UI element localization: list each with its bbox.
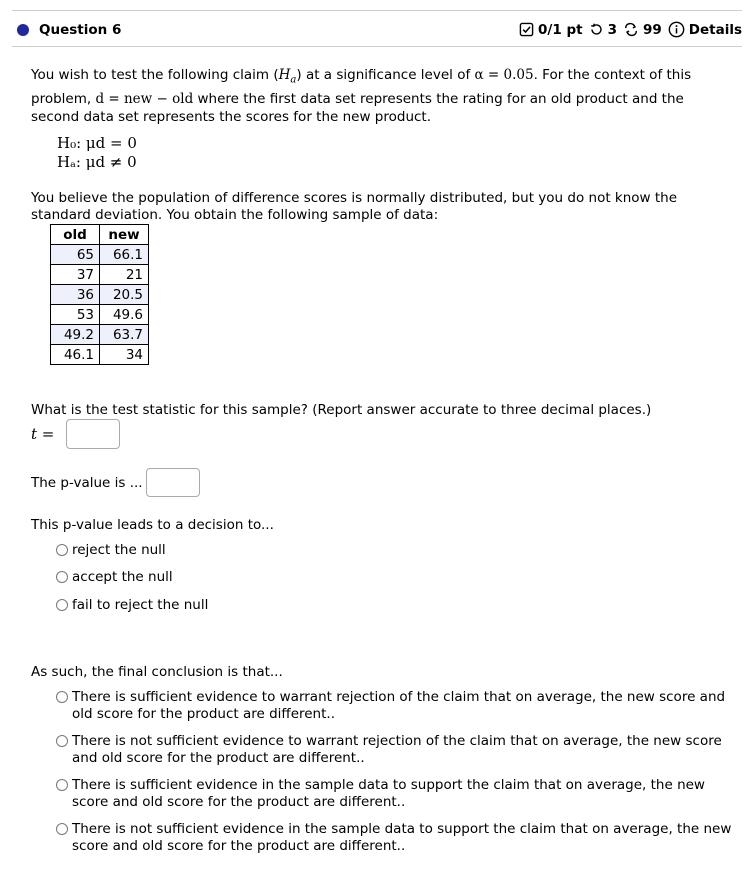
points-label: 0/1 pt [538, 21, 583, 38]
test-statistic-prompt: What is the test statistic for this sample? (Report answer accurate to three decimal places.) [31, 402, 652, 418]
table-cell: 53 [51, 305, 100, 325]
decision-prompt: This p-value leads to a decision to... [31, 517, 274, 533]
table-row [51, 245, 149, 265]
radio-button[interactable] [56, 599, 68, 611]
details-link[interactable]: Details [688, 21, 742, 38]
points-check-icon [519, 22, 534, 37]
table-cell: 65 [51, 245, 100, 265]
table-cell: 21 [100, 265, 149, 285]
table-row [51, 265, 149, 285]
table-cell: 66.1 [100, 245, 149, 265]
table-cell: 36 [51, 285, 100, 305]
column-header-new: new [100, 225, 149, 245]
table-cell: 37 [51, 265, 100, 285]
intro-text-3: . For the context of this problem, [31, 67, 692, 107]
option-label: There is sufficient evidence in the sample data to support the claim that on average, the new score and old score for the product are different.. [72, 777, 705, 810]
submissions-icon [623, 22, 639, 37]
table-cell: 49.6 [100, 305, 149, 325]
intro-paragraph [31, 66, 731, 126]
table-row [51, 285, 149, 305]
retry-icon[interactable] [589, 22, 604, 37]
conclusion-option-1[interactable] [56, 689, 736, 723]
option-label: There is not sufficient evidence in the sample data to support the claim that on average, the new score and old score for the product are different.. [72, 821, 732, 854]
conclusion-prompt: As such, the final conclusion is that... [31, 664, 283, 680]
table-cell: 20.5 [100, 285, 149, 305]
question-title: Question 6 [39, 22, 122, 38]
table-cell: 34 [100, 345, 149, 365]
option-label: fail to reject the null [72, 597, 209, 613]
intro-text-2: ) at a significance level of [296, 67, 475, 83]
t-equals-label: t = [31, 425, 55, 443]
radio-button[interactable] [56, 544, 68, 556]
option-label: There is sufficient evidence to warrant rejection of the claim that on average, the new score and old score for the product are different.. [72, 689, 726, 722]
submissions-count: 99 [642, 21, 662, 38]
difference-definition: d = new − old [95, 90, 194, 107]
attempts-count: 3 [607, 21, 617, 38]
table-cell: 49.2 [51, 325, 100, 345]
radio-button[interactable] [56, 779, 68, 791]
conclusion-option-2[interactable] [56, 733, 736, 767]
question-meta [519, 21, 742, 38]
intro-text-1: You wish to test the following claim ( [31, 67, 279, 83]
test-statistic-input[interactable] [66, 419, 120, 449]
column-header-old: old [51, 225, 100, 245]
p-value-label: The p-value is ... [31, 475, 143, 491]
null-hypothesis: H₀: μd = 0 [57, 134, 137, 152]
p-value-input[interactable] [146, 468, 200, 497]
table-row [51, 345, 149, 365]
sample-data-table [50, 224, 149, 365]
top-divider [12, 10, 742, 11]
question-header [12, 18, 742, 47]
conclusion-option-3[interactable] [56, 777, 736, 811]
radio-button[interactable] [56, 735, 68, 747]
alpha-value: α = 0.05 [474, 67, 534, 83]
claim-symbol: $H_a$ [278, 67, 297, 86]
alt-hypothesis: Hₐ: μd ≠ 0 [57, 153, 137, 171]
decision-option-accept[interactable] [56, 569, 173, 586]
radio-button[interactable] [56, 691, 68, 703]
question-status-dot [17, 24, 29, 36]
option-label: reject the null [72, 542, 166, 558]
option-label: There is not sufficient evidence to warrant rejection of the claim that on average, the new score and old score for the product are different.. [72, 733, 722, 766]
info-icon[interactable] [668, 21, 685, 38]
intro-text-4: where the first data set represents the rating for an old product and the second data set represents the scores for the new product. [31, 90, 684, 125]
option-label: accept the null [72, 569, 173, 585]
decision-option-fail-to-reject[interactable] [56, 597, 208, 614]
sample-description: You believe the population of difference scores is normally distributed, but you do not know the standard deviation. You obtain the following sample of data: [31, 190, 678, 223]
radio-button[interactable] [56, 571, 68, 583]
table-cell: 46.1 [51, 345, 100, 365]
table-row [51, 305, 149, 325]
decision-option-reject[interactable] [56, 542, 166, 559]
radio-button[interactable] [56, 823, 68, 835]
conclusion-option-4[interactable] [56, 821, 736, 855]
table-cell: 63.7 [100, 325, 149, 345]
table-row [51, 325, 149, 345]
